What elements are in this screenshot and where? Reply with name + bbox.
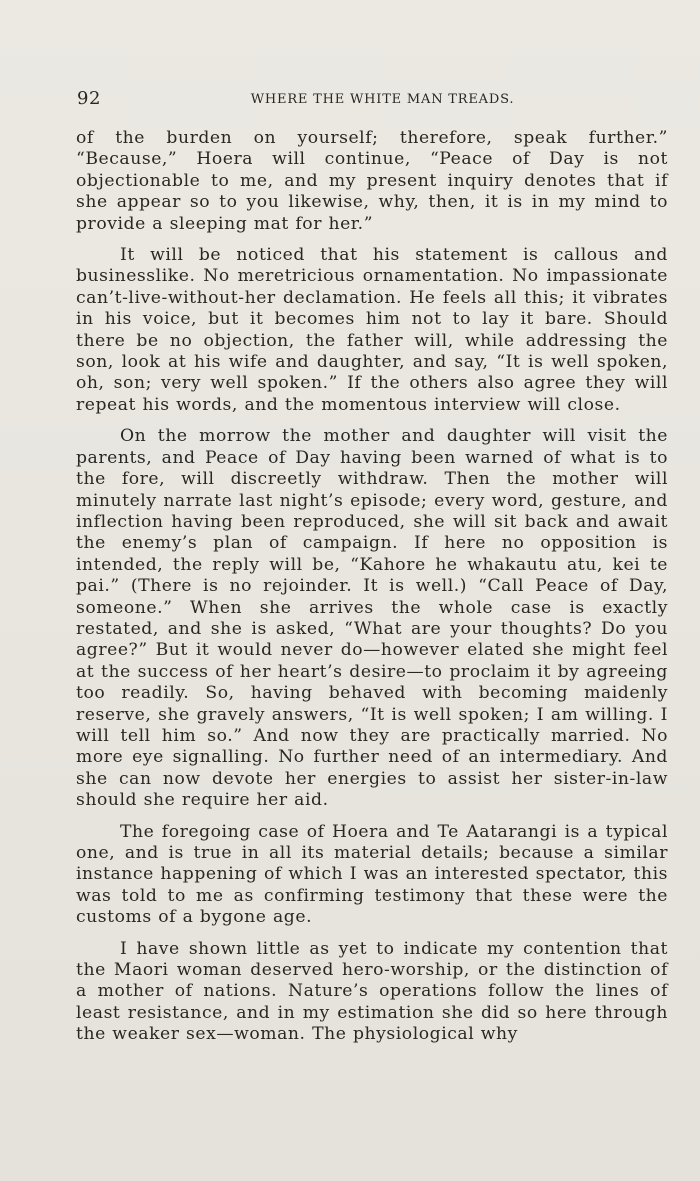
running-title: WHERE THE WHITE MAN TREADS. <box>250 92 515 107</box>
paragraph: It will be noticed that his statement is callous and businesslike. No meretricious ornamentation. No impassionate can’t-live-without-her declamation. He feels all this; it vibrates in his voice, but it becomes him not to lay it bare. Should there be no objection, the father will, while addressing the son, look at his wife and daughter, and say, “It is well spoken, oh, son; very well spoken.” If the others also agree they will repeat his words, and the momentous interview will close. <box>76 245 668 415</box>
page-number: 92 <box>77 88 101 109</box>
page-header <box>77 88 668 114</box>
body-text <box>76 128 668 1056</box>
paragraph: On the morrow the mother and daughter will visit the parents, and Peace of Day having been warned of what is to the fore, will discreetly withdraw. Then the mother will minutely narrate last night’s episode; every word, gesture, and inflection having been reproduced, she will sit back and await the enemy’s plan of campaign. If here no opposition is intended, the reply will be, “Kahore he whakautu atu, kei te pai.” (There is no rejoinder. It is well.) “Call Peace of Day, someone.” When she arrives the whole case is exactly restated, and she is asked, “What are your thoughts? Do you agree?” But it would never do—however elated she might feel at the success of her heart’s desire—to proclaim it by agreeing too readily. So, having behaved with becoming maidenly reserve, she gravely answers, “It is well spoken; I am willing. I will tell him so.” And now they are practically married. No more eye signalling. No further need of an intermediary. And she can now devote her energies to assist her sister-in-law should she require her aid. <box>76 426 668 811</box>
paragraph: I have shown little as yet to indicate my contention that the Maori woman deserved hero-worship, or the distinction of a mother of nations. Nature’s operations follow the lines of least resistance, and in my estimation she did so here through the weaker sex—woman. The physiological why <box>76 938 668 1045</box>
paragraph: The foregoing case of Hoera and Te Aatarangi is a typical one, and is true in all its material details; because a similar instance happening of which I was an interested spectator, this was told to me as confirming testimony that these were the customs of a bygone age. <box>76 821 668 928</box>
paragraph-continuation: of the burden on yourself; therefore, speak further.” “Because,” Hoera will continue, “Peace of Day is not objectionable to me, and my present inquiry denotes that if she appear so to you likewise, why, then, it is in my mind to provide a sleeping mat for her.” <box>76 128 668 234</box>
